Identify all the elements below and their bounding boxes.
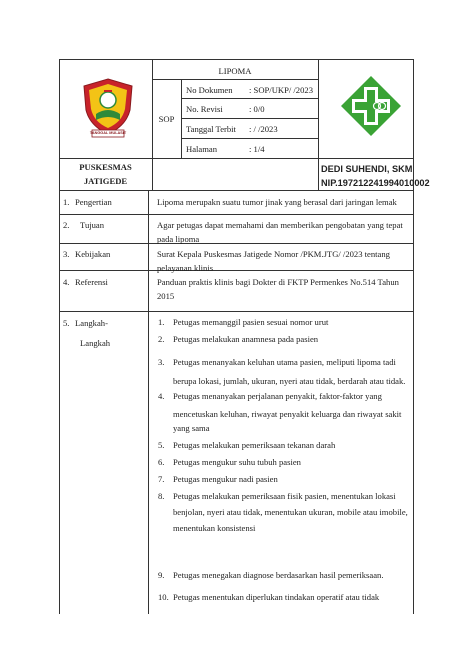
halaman-label: Halaman: [186, 144, 218, 154]
step-number: 1.: [158, 317, 165, 327]
green-cross-logo: [340, 75, 402, 137]
step-number: 7.: [158, 474, 165, 484]
tujuan-number: 2.: [63, 220, 70, 230]
step-number: 5.: [158, 440, 165, 450]
puskesmas-name-line1: PUSKESMAS: [79, 162, 132, 172]
pengertian-number: 1.: [63, 197, 70, 207]
no-dokumen-value: : SOP/UKP/ /2023: [249, 85, 313, 95]
row-line-4: [59, 311, 414, 312]
step-number: 2.: [158, 334, 165, 344]
table-border-right: [413, 59, 414, 614]
step-text: Petugas menanyakan keluhan utama pasien, meliputi lipoma tadi: [173, 357, 396, 367]
langkah-number: 5.: [63, 318, 70, 328]
header-row-line-1: [181, 98, 319, 99]
kebijakan-text-line1: Surat Kepala Puskesmas Jatigede Nomor /PKM.JTG/ /2023 tentang: [157, 249, 390, 259]
step-text: Petugas menentukan diperlukan tindakan operatif atau tidak: [173, 592, 380, 602]
puskesmas-name-line2: JATIGEDE: [83, 176, 128, 186]
step-text: Petugas melakukan pemeriksaan fisik pasien, menentukan lokasi: [173, 491, 396, 501]
body-divider: [148, 190, 149, 614]
header-bottom-line: [59, 190, 414, 191]
kebijakan-number: 3.: [63, 249, 70, 259]
step-text: Petugas menanyakan perjalanan penyakit, faktor-faktor yang: [173, 391, 382, 401]
sop-label: SOP: [158, 114, 175, 124]
tanggal-terbit-label: Tanggal Terbit: [186, 124, 236, 134]
step-text: benjolan, nyeri atau tidak, menentukan ukuran, mobile atau imobile,: [173, 507, 408, 517]
row-line-1: [59, 214, 414, 215]
step-number: 6.: [158, 457, 165, 467]
table-border-left: [59, 59, 60, 614]
referensi-text-line2: 2015: [157, 291, 175, 301]
langkah-label-line2: Langkah: [80, 338, 111, 348]
tanggal-terbit-value: : / /2023: [249, 124, 278, 134]
step-text: berupa lokasi, jumlah, ukuran, nyeri atau tidak, berdarah atau tidak.: [173, 376, 406, 386]
puskesmas-logo: [78, 76, 138, 142]
tujuan-label: Tujuan: [80, 220, 105, 230]
tujuan-text-line2: pada lipoma: [157, 234, 200, 244]
header-row-line-4: [59, 158, 414, 159]
no-dokumen-label: No Dokumen: [186, 85, 233, 95]
step-number: 8.: [158, 491, 165, 501]
referensi-text-line1: Panduan praktis klinis bagi Dokter di FKTP Permenkes No.514 Tahun: [157, 277, 399, 287]
step-text: Petugas mengukur nadi pasien: [173, 474, 278, 484]
referensi-label: Referensi: [75, 277, 108, 287]
header-row-line-2: [181, 118, 319, 119]
signer-name: DEDI SUHENDI, SKM: [321, 164, 413, 174]
kebijakan-label: Kebijakan: [75, 249, 111, 259]
step-text: Petugas mengukur suhu tubuh pasien: [173, 457, 301, 467]
no-revisi-label: No. Revisi: [186, 104, 223, 114]
logo-motto: TANGGAL MULASIT: [89, 131, 127, 135]
health-cross-icon: [340, 75, 402, 137]
step-number: 9.: [158, 570, 165, 580]
step-text: Petugas melakukan pemeriksaan tekanan darah: [173, 440, 336, 450]
step-text: Petugas melakukan anamnesa pada pasien: [173, 334, 319, 344]
title-underline: [152, 79, 319, 80]
pengertian-text: Lipoma merupakn suatu tumor jinak yang berasal dari jaringan lemak: [157, 197, 397, 207]
referensi-number: 4.: [63, 277, 70, 287]
step-text: yang sama: [173, 423, 210, 433]
pengertian-label: Pengertian: [75, 197, 112, 207]
step-number: 4.: [158, 391, 165, 401]
signer-nip: NIP.197212241994010002: [321, 178, 430, 188]
step-text: menentukan konsistensi: [173, 523, 256, 533]
halaman-value: : 1/4: [249, 144, 265, 154]
step-number: 10.: [158, 592, 169, 602]
no-revisi-value: : 0/0: [249, 104, 265, 114]
tujuan-text-line1: Agar petugas dapat memahami dan memberikan pengobatan yang tepat: [157, 220, 403, 230]
step-text: Petugas menegakan diagnose berdasarkan hasil pemeriksaan.: [173, 570, 384, 580]
step-text: Petugas memanggil pasien sesuai nomor urut: [173, 317, 329, 327]
kebijakan-text-line2: pelayanan klinis: [157, 263, 214, 273]
row-line-3: [59, 270, 414, 271]
step-text: mencetuskan keluhan, riwayat penyakit keluarga dan riwayat sakit: [173, 409, 402, 419]
step-number: 3.: [158, 357, 165, 367]
table-border-top: [59, 59, 414, 60]
document-title: LIPOMA: [218, 66, 252, 76]
header-row-line-3: [181, 138, 319, 139]
langkah-label-line1: Langkah-: [75, 318, 108, 328]
row-line-2: [59, 243, 414, 244]
